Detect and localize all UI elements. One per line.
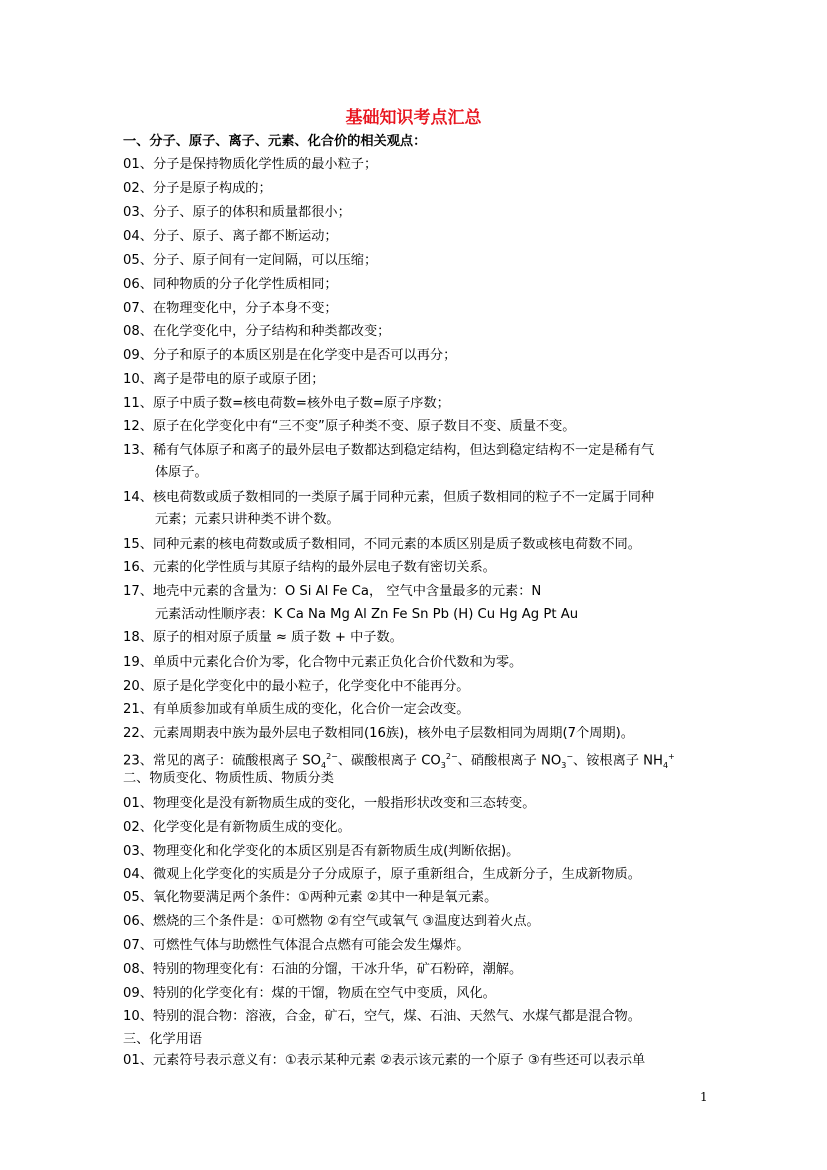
list-item: 18、原子的相对原子质量 ≈ 质子数 + 中子数。 — [123, 630, 403, 645]
list-item: 01、分子是保持物质化学性质的最小粒子； — [123, 157, 378, 172]
list-item: 14、核电荷数或质子数相同的一类原子属于同种元素，但质子数相同的粒子不一定属于同种 — [123, 490, 655, 505]
list-item: 20、原子是化学变化中的最小粒子，化学变化中不能再分。 — [123, 679, 470, 694]
list-item: 06、燃烧的三个条件是：①可燃物 ②有空气或氧气 ③温度达到着火点。 — [123, 914, 540, 929]
list-item: 06、同种物质的分子化学性质相同； — [123, 277, 338, 292]
list-item-continuation: 元素活动性顺序表：K Ca Na Mg Al Zn Fe Sn Pb (H) Cu Hg Ag Pt Au — [155, 607, 579, 622]
list-item: 13、稀有气体原子和离子的最外层电子数都达到稳定结构，但达到稳定结构不一定是稀有气 — [123, 443, 655, 458]
section-heading: 二、物质变化、物质性质、物质分类 — [123, 771, 334, 786]
list-item: 19、单质中元素化合价为零，化合物中元素正负化合价代数和为零。 — [123, 655, 523, 670]
list-item: 08、在化学变化中，分子结构和种类都改变； — [123, 324, 391, 339]
list-item-ions: 23、常见的离子：硫酸根离子 $SO_4^{2-}$、碳酸根离子 $CO_3^{2-}$、硝酸根离子 $NO_3^-$、铵根离子 $NH_4^+$ — [123, 752, 675, 771]
list-item: 05、氧化物要满足两个条件：①两种元素 ②其中一种是氧元素。 — [123, 890, 498, 905]
list-item: 02、分子是原子构成的； — [123, 181, 272, 196]
list-item: 10、离子是带电的原子或原子团； — [123, 372, 325, 387]
list-item: 01、元素符号表示意义有：①表示某种元素 ②表示该元素的一个原子 ③有些还可以表示单 — [123, 1053, 646, 1068]
list-item: 07、可燃性气体与助燃性气体混合点燃有可能会发生爆炸。 — [123, 938, 470, 953]
list-item: 04、分子、原子、离子都不断运动； — [123, 229, 338, 244]
list-item: 22、元素周期表中族为最外层电子数相同(16族)，核外电子层数相同为周期(7个周期)。 — [123, 726, 634, 741]
list-item: 15、同种元素的核电荷数或质子数相同，不同元素的本质区别是质子数或核电荷数不同。 — [123, 537, 641, 552]
list-item: 17、地壳中元素的含量为：O Si Al Fe Ca， 空气中含量最多的元素：N — [123, 584, 542, 599]
list-item: 08、特别的物理变化有：石油的分馏，干冰升华，矿石粉碎，潮解。 — [123, 962, 523, 977]
list-item: 21、有单质参加或有单质生成的变化，化合价一定会改变。 — [123, 702, 470, 717]
list-item: 03、分子、原子的体积和质量都很小； — [123, 205, 351, 220]
list-item: 10、特别的混合物：溶液，合金，矿石，空气，煤、石油、天然气、水煤气都是混合物。 — [123, 1009, 641, 1024]
list-item-continuation: 元素；元素只讲种类不讲个数。 — [155, 512, 340, 527]
list-item: 16、元素的化学性质与其原子结构的最外层电子数有密切关系。 — [123, 560, 496, 575]
list-item: 11、原子中质子数=核电荷数=核外电子数=原子序数； — [123, 396, 450, 411]
section-heading: 三、化学用语 — [123, 1032, 203, 1047]
list-item: 03、物理变化和化学变化的本质区别是否有新物质生成(判断依据)。 — [123, 844, 520, 859]
list-item-continuation: 体原子。 — [155, 465, 208, 480]
page-number: 1 — [700, 1090, 708, 1104]
list-item: 02、化学变化是有新物质生成的变化。 — [123, 820, 351, 835]
list-item: 09、特别的化学变化有：煤的干馏，物质在空气中变质，风化。 — [123, 986, 496, 1001]
list-item: 12、原子在化学变化中有“三不变”原子种类不变、原子数目不变、质量不变。 — [123, 419, 576, 434]
list-item: 07、在物理变化中，分子本身不变； — [123, 301, 338, 316]
list-item: 01、物理变化是没有新物质生成的变化，一般指形状改变和三态转变。 — [123, 796, 536, 811]
section-heading: 一、分子、原子、离子、元素、化合价的相关观点： — [123, 134, 427, 149]
list-item: 09、分子和原子的本质区别是在化学变中是否可以再分； — [123, 348, 457, 363]
list-item: 04、微观上化学变化的实质是分子分成原子，原子重新组合，生成新分子，生成新物质。 — [123, 867, 641, 882]
list-item: 05、分子、原子间有一定间隔，可以压缩； — [123, 253, 378, 268]
document-title: 基础知识考点汇总 — [345, 108, 482, 128]
